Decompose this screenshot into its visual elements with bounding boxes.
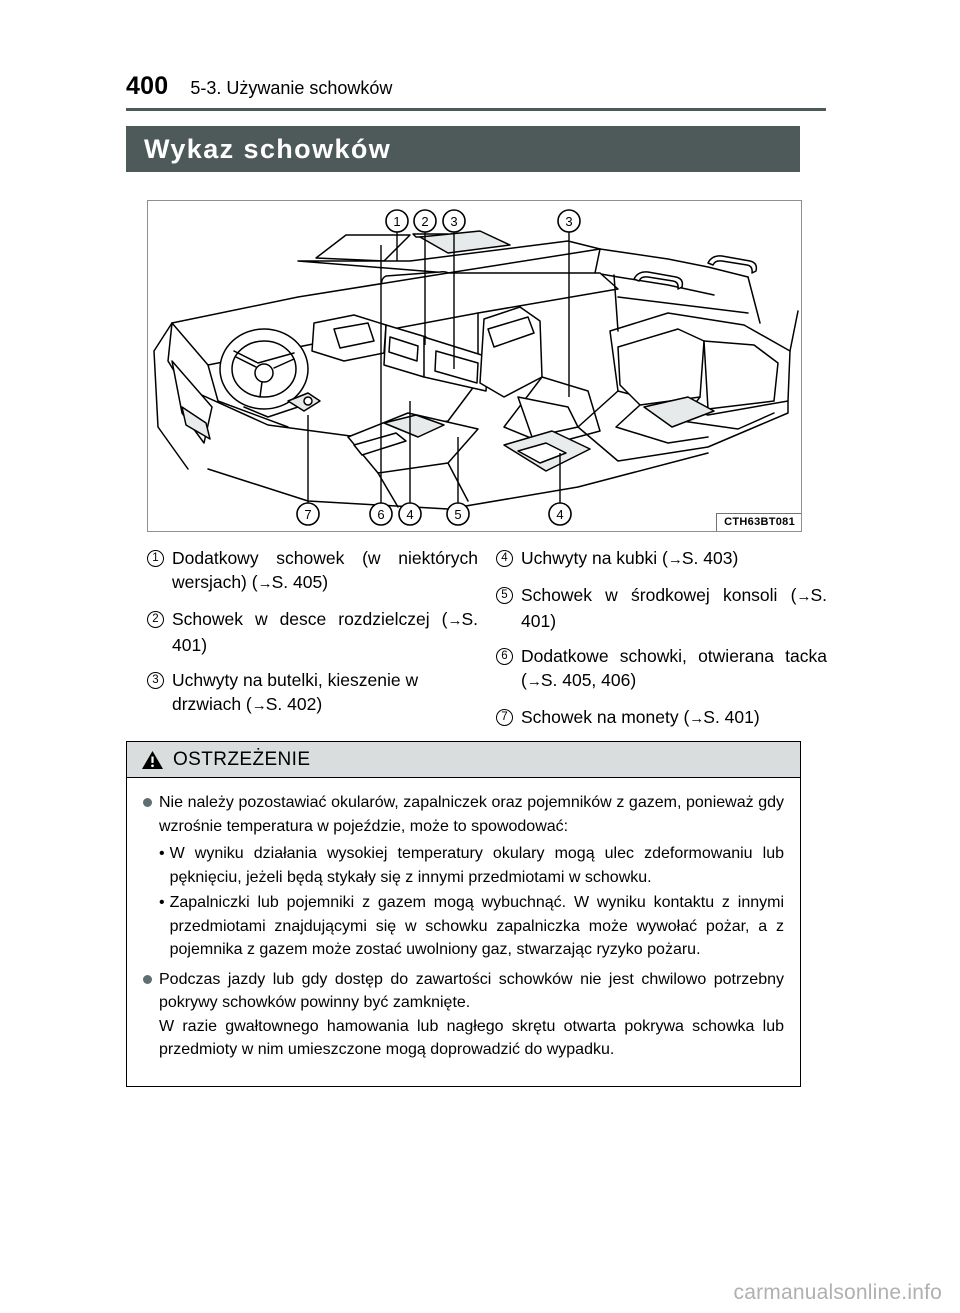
legend-label xyxy=(172,668,478,718)
svg-text:1: 1 xyxy=(393,214,401,229)
legend xyxy=(147,546,827,742)
legend-label-tail: ) xyxy=(732,548,739,568)
legend-label xyxy=(172,607,478,657)
legend-label-text: Dodatkowe schowki, otwierana tacka ( xyxy=(521,646,827,690)
legend-number: 5 xyxy=(496,587,513,604)
arrow-right-icon: → xyxy=(796,588,811,605)
bullet-dot-icon xyxy=(143,798,152,807)
warning-header xyxy=(127,742,800,778)
legend-label xyxy=(521,644,827,694)
warning-bullet-extra: W razie gwałtownego hamowania lub nagłego skrętu otwarta pokrywa schowka lub przedmioty w nim umieszczone mogą doprowadzić do wypadku. xyxy=(159,1017,784,1058)
bullet-dot-icon xyxy=(143,975,152,984)
legend-item xyxy=(496,705,827,731)
page-header xyxy=(126,72,826,101)
legend-label xyxy=(172,546,478,596)
legend-label xyxy=(521,705,760,731)
legend-page-ref: S. 405 xyxy=(271,572,323,592)
svg-text:5: 5 xyxy=(454,507,462,522)
legend-label-tail: ) xyxy=(201,635,208,655)
legend-page-ref: S. 401 xyxy=(521,585,827,631)
warning-bullet xyxy=(143,968,784,1062)
svg-text:3: 3 xyxy=(565,214,573,229)
legend-label-tail: ) xyxy=(753,707,760,727)
warning-body xyxy=(127,778,800,1086)
legend-label-tail: ) xyxy=(316,694,323,714)
page-number: 400 xyxy=(126,72,169,100)
svg-text:4: 4 xyxy=(406,507,414,522)
figure-id-label: CTH63BT081 xyxy=(716,513,801,531)
legend-page-ref: S. 403 xyxy=(681,548,733,568)
svg-text:2: 2 xyxy=(421,214,429,229)
arrow-right-icon: → xyxy=(251,697,266,714)
legend-page-ref: S. 401 xyxy=(703,707,754,727)
warning-sub-text: Zapalniczki lub pojemniki z gazem mogą wybuchnąć. W wyniku kontaktu z innymi przedmiotami znajdującymi się w schowku zapalniczka może wywołać pożar, a z pojemnika z gazem może zostać uwolniony gaz, stwarzając ryzyko pożaru. xyxy=(169,894,784,958)
legend-item xyxy=(147,668,478,718)
legend-page-ref: S. 402 xyxy=(265,694,317,714)
legend-number: 1 xyxy=(147,550,164,567)
sub-bullet-icon: • xyxy=(159,894,165,911)
legend-label-text: Schowek na monety ( xyxy=(521,707,690,727)
svg-text:4: 4 xyxy=(556,507,564,522)
legend-column-left xyxy=(147,546,478,742)
legend-item xyxy=(147,607,478,657)
warning-paragraph-group xyxy=(159,968,784,1062)
warning-sub-text: W wyniku działania wysokiej temperatury okulary mogą ulec zdeformowaniu lub pęknięciu, jeżeli będą stykały się z innymi przedmiotami w schowku. xyxy=(169,845,784,886)
svg-text:7: 7 xyxy=(304,507,312,522)
warning-sub-list xyxy=(159,842,784,962)
warning-box xyxy=(126,741,801,1087)
site-watermark: carmanualsonline.info xyxy=(733,1281,942,1304)
legend-number: 2 xyxy=(147,611,164,628)
legend-number: 7 xyxy=(496,709,513,726)
banner-title: Wykaz schowków xyxy=(144,133,392,164)
warning-sub-item xyxy=(159,842,784,889)
legend-label xyxy=(521,583,827,633)
vehicle-interior-figure xyxy=(147,200,802,532)
legend-item xyxy=(496,583,827,633)
legend-label-text: Schowek w środkowej konsoli ( xyxy=(521,585,797,605)
legend-label-text: Dodatkowy schowek (w niektórych wersjach) ( xyxy=(172,548,478,592)
warning-sub-item xyxy=(159,891,784,962)
svg-text:6: 6 xyxy=(377,507,385,522)
legend-item xyxy=(147,546,478,596)
warning-heading: OSTRZEŻENIE xyxy=(173,748,311,770)
arrow-right-icon: → xyxy=(526,673,541,690)
figure-callout-bottom xyxy=(297,503,571,525)
section-title: 5-3. Używanie schowków xyxy=(190,78,393,98)
legend-page-ref: S. 401 xyxy=(172,609,478,655)
legend-number: 4 xyxy=(496,550,513,567)
warning-bullet-text: Podczas jazdy lub gdy dostęp do zawartości schowków nie jest chwilowo potrzebny pokrywy schowków powinny być zamknięte. xyxy=(159,970,784,1011)
warning-bullet-text: Nie należy pozostawiać okularów, zapalniczek oraz pojemników z gazem, ponieważ gdy wzrośnie temperatura w pojeździe, może to spowodować: xyxy=(159,794,784,835)
figure-callout-top xyxy=(386,210,580,232)
svg-text:3: 3 xyxy=(450,214,458,229)
interior-line-art xyxy=(148,201,801,531)
chapter-banner xyxy=(126,126,800,172)
warning-triangle-icon xyxy=(141,750,164,770)
sub-bullet-icon: • xyxy=(159,845,165,862)
arrow-right-icon: → xyxy=(257,575,272,592)
legend-page-ref: S. 405, 406 xyxy=(540,670,631,690)
legend-item xyxy=(496,546,827,572)
legend-label-text: Uchwyty na butelki, kieszenie w drzwiach ( xyxy=(172,670,419,714)
legend-column-right xyxy=(496,546,827,742)
legend-number: 3 xyxy=(147,672,164,689)
arrow-right-icon: → xyxy=(447,612,462,629)
legend-label-text: Schowek w desce rozdzielczej ( xyxy=(172,609,448,629)
header-rule xyxy=(126,108,826,111)
warning-bullet xyxy=(143,791,784,838)
legend-label-tail: ) xyxy=(322,572,329,592)
arrow-right-icon: → xyxy=(689,710,704,727)
legend-label xyxy=(521,546,738,572)
legend-number: 6 xyxy=(496,648,513,665)
legend-label-text: Uchwyty na kubki ( xyxy=(521,548,668,568)
legend-label-tail: ) xyxy=(550,611,557,631)
legend-item xyxy=(496,644,827,694)
legend-label-tail: ) xyxy=(630,670,637,690)
arrow-right-icon: → xyxy=(667,551,682,568)
